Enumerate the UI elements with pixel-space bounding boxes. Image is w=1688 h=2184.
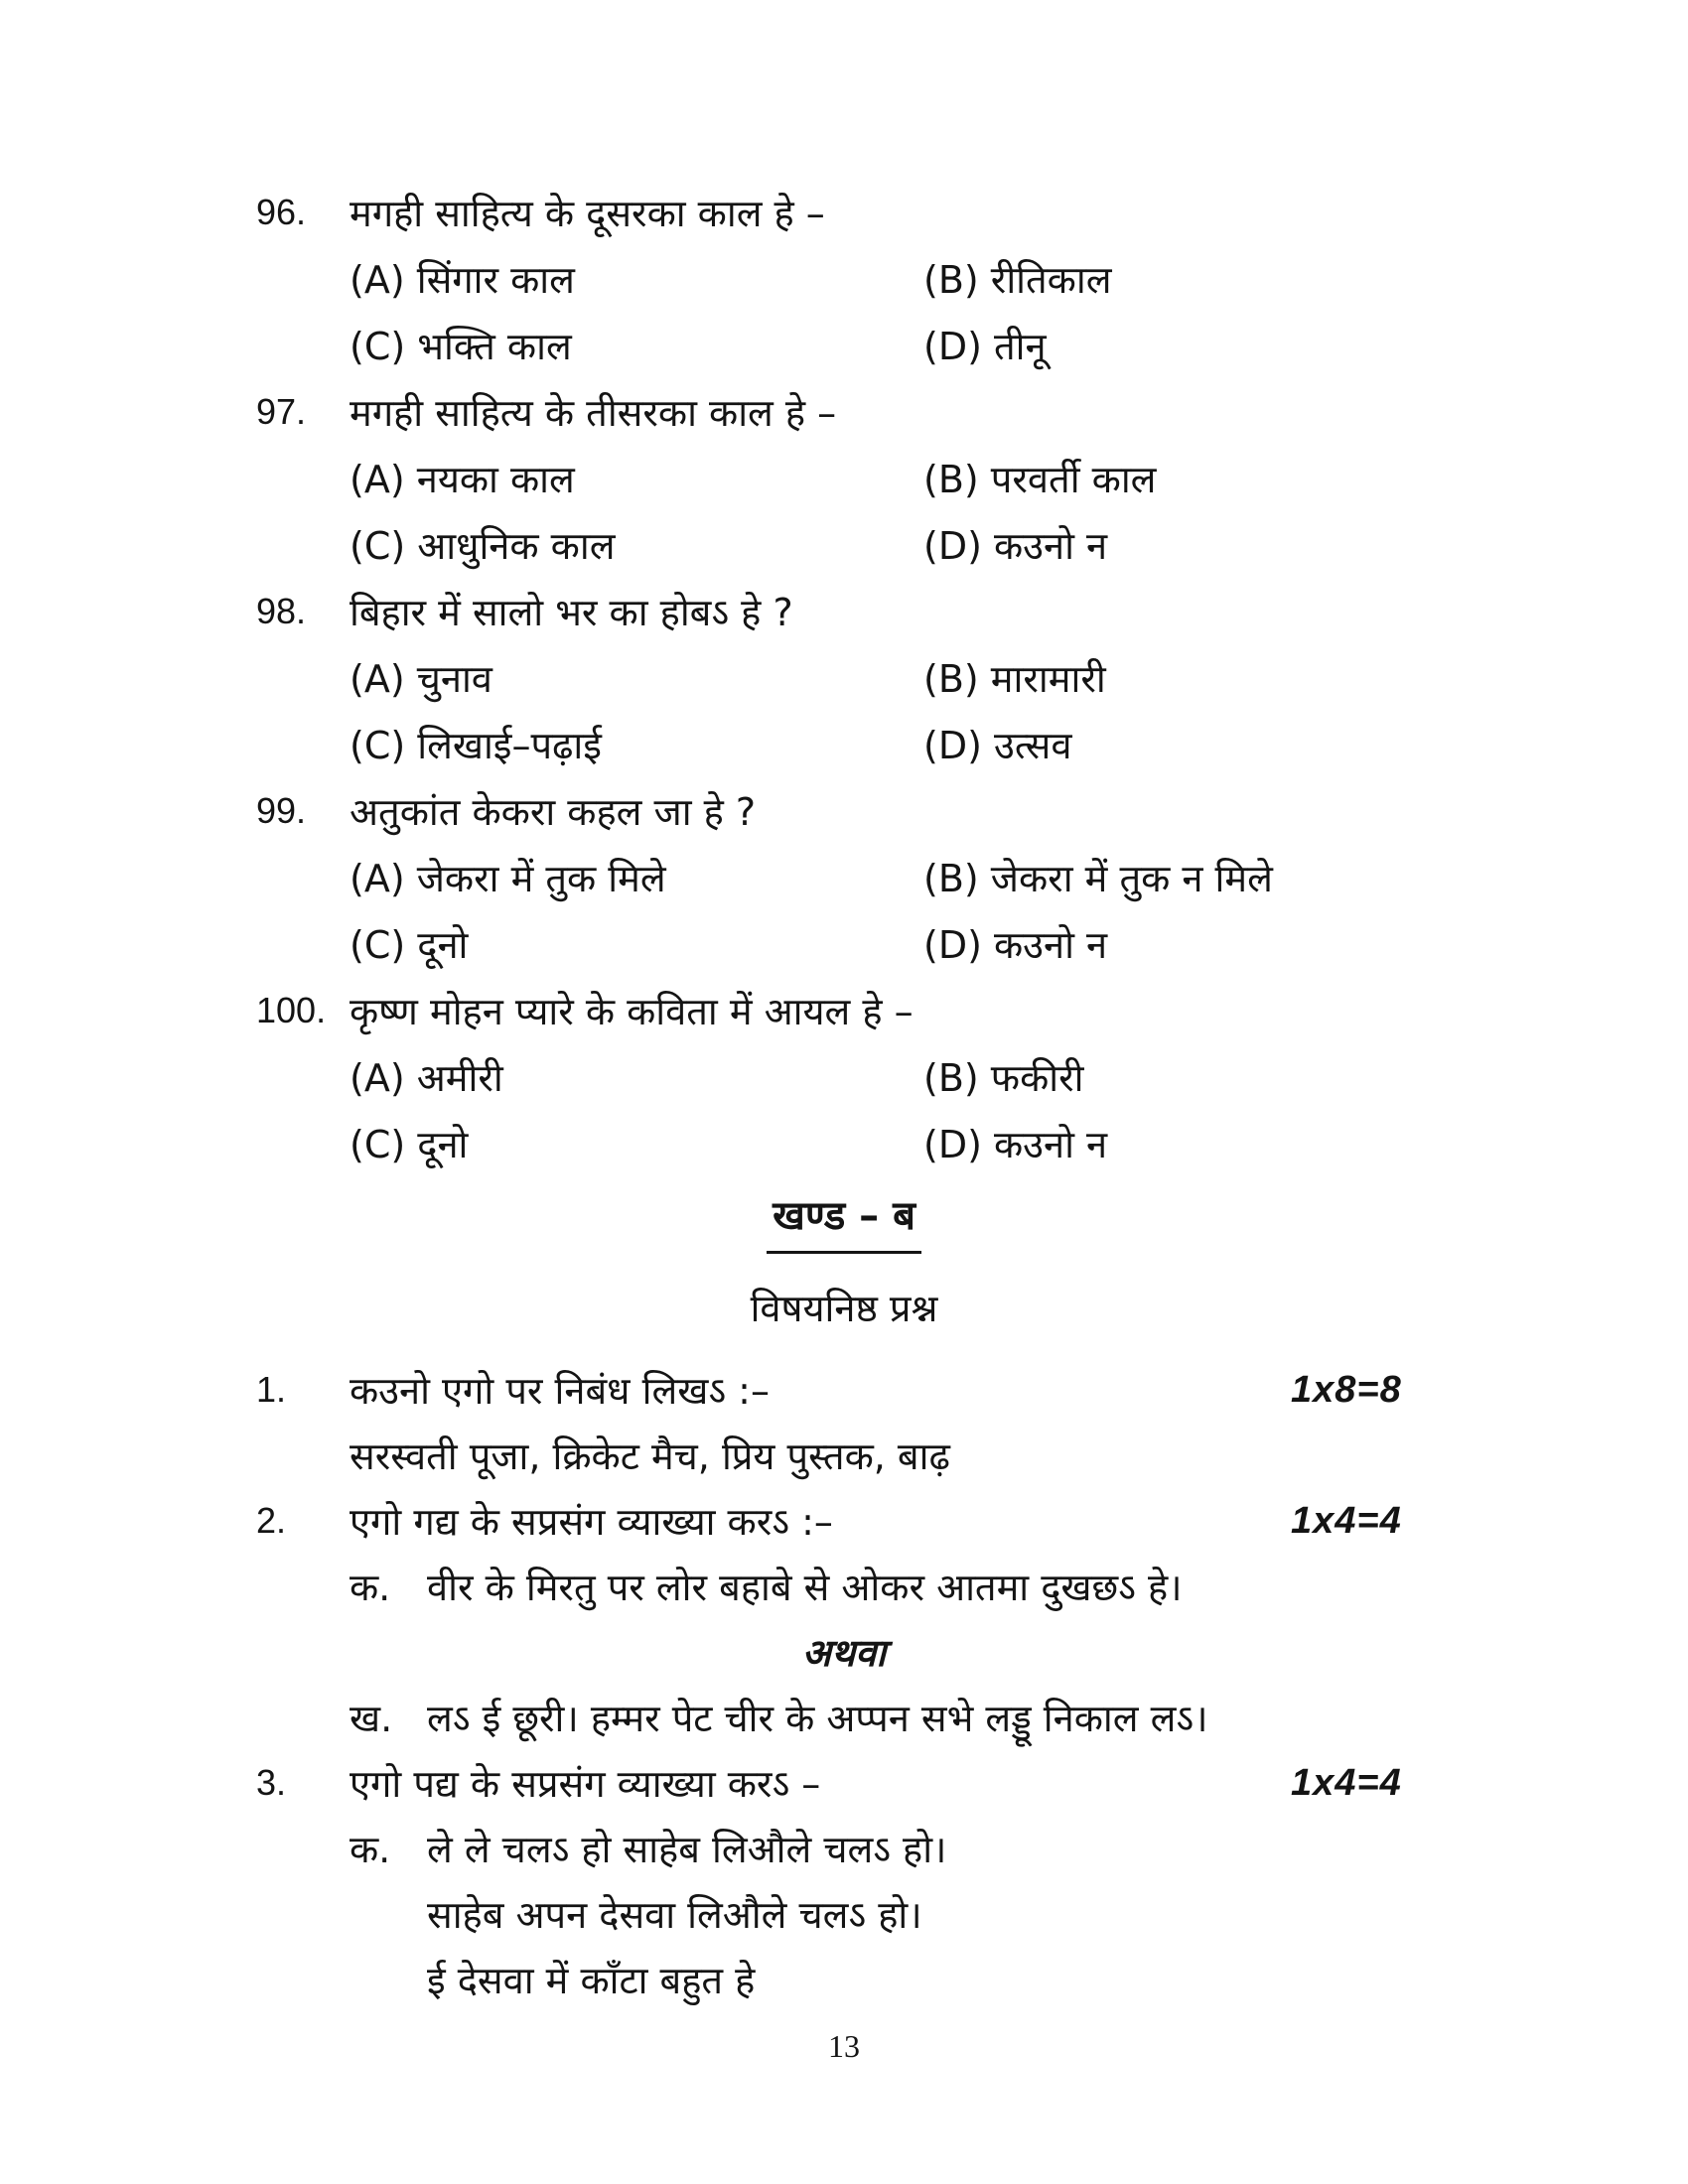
options-row [0,1043,1688,1110]
question-number: 3. [256,1762,287,1803]
marks-label: 1x8=8 [1291,1368,1402,1411]
section-title: खण्ड – ब [767,1186,921,1254]
question-row-96 [0,179,1688,245]
question-text: अतुकांत केकरा कहल जा हे ? [350,789,757,834]
option-c: (C) आधुनिक काल [350,523,616,568]
subjective-question-3 [0,1750,1688,1816]
option-a: (A) नयका काल [350,457,575,501]
options-row [0,511,1688,578]
options-row [0,844,1688,910]
question-number: 97. [256,390,307,432]
question-number: 1. [256,1369,287,1410]
option-c: (C) लिखाई–पढ़ाई [350,723,602,767]
option-a: (A) अमीरी [350,1055,503,1100]
option-a: (A) सिंगार काल [350,257,575,302]
option-d: (D) कउनो न [923,922,1108,967]
question-number: 96. [256,191,307,232]
topics-text: सरस्वती पूजा, क्रिकेट मैच, प्रिय पुस्तक, बाढ़ [350,1434,950,1478]
sub-question-label: क. [350,1828,391,1871]
options-row [0,245,1688,312]
question-row-99 [0,777,1688,844]
option-b: (B) जेकरा में तुक न मिले [923,856,1273,900]
options-row [0,711,1688,777]
question-text: मगही साहित्य के दूसरका काल हे – [350,191,825,235]
question-text: एगो पद्य के सप्रसंग व्याख्या करऽ – [350,1762,821,1806]
essay-topics-line [0,1423,1688,1488]
option-b: (B) फकीरी [923,1055,1084,1100]
question-text: बिहार में सालो भर का होबऽ हे ? [350,590,793,634]
question-number: 2. [256,1500,287,1541]
sub-question-label: ख. [350,1697,393,1740]
question-row-98 [0,578,1688,644]
option-c: (C) भक्ति काल [350,324,572,368]
sub-question-label: क. [350,1566,391,1609]
sub-question-text: लऽ ई छूरी। हम्मर पेट चीर के अप्पन सभे लड्डू निकाल लऽ। [427,1697,1208,1740]
question-text: कृष्ण मोहन प्यारे के कविता में आयल हे – [350,989,914,1033]
verse-line-row [0,1947,1688,2012]
marks-label: 1x4=4 [1291,1499,1402,1542]
verse-line-row [0,1881,1688,1947]
sub-question-ka [0,1554,1688,1619]
question-row-100 [0,977,1688,1043]
verse-line: ई देसवा में काँटा बहुत हे [427,1959,756,2002]
subjective-question-1 [0,1357,1688,1423]
sub-question-ka [0,1816,1688,1881]
section-title-row [0,1176,1688,1254]
question-number: 98. [256,590,307,631]
question-text: एगो गद्य के सप्रसंग व्याख्या करऽ :– [350,1500,833,1544]
verse-line: ले ले चलऽ हो साहेब लिऔले चलऽ हो। [427,1828,947,1871]
option-a: (A) जेकरा में तुक मिले [350,856,666,900]
option-c: (C) दूनो [350,1122,469,1166]
or-divider-row [0,1619,1688,1685]
options-row [0,644,1688,711]
sub-question-kha [0,1685,1688,1750]
option-a: (A) चुनाव [350,656,492,701]
options-row [0,445,1688,511]
section-subtitle: विषयनिष्ठ प्रश्न [750,1287,938,1330]
options-row [0,910,1688,977]
option-d: (D) तीनू [923,324,1047,368]
option-d: (D) उत्सव [923,723,1072,767]
options-row [0,1110,1688,1176]
question-number: 99. [256,789,307,831]
option-b: (B) रीतिकाल [923,257,1112,302]
page-number: 13 [828,2028,860,2064]
option-c: (C) दूनो [350,922,469,967]
option-d: (D) कउनो न [923,1122,1108,1166]
verse-line: साहेब अपन देसवा लिऔले चलऽ हो। [427,1893,922,1937]
question-text: कउनो एगो पर निबंध लिखऽ :– [350,1369,770,1413]
question-row-97 [0,378,1688,445]
marks-label: 1x4=4 [1291,1761,1402,1804]
section-subtitle-row [0,1254,1688,1333]
or-divider: अथवा [801,1631,887,1675]
option-b: (B) परवर्ती काल [923,457,1157,501]
option-b: (B) मारामारी [923,656,1106,701]
question-text: मगही साहित्य के तीसरका काल हे – [350,390,837,435]
sub-question-text: वीर के मिरतु पर लोर बहाबे से ओकर आतमा दुखछऽ हे। [427,1566,1183,1609]
options-row [0,312,1688,378]
subjective-question-2 [0,1488,1688,1554]
question-number: 100. [256,989,327,1030]
option-d: (D) कउनो न [923,523,1108,568]
